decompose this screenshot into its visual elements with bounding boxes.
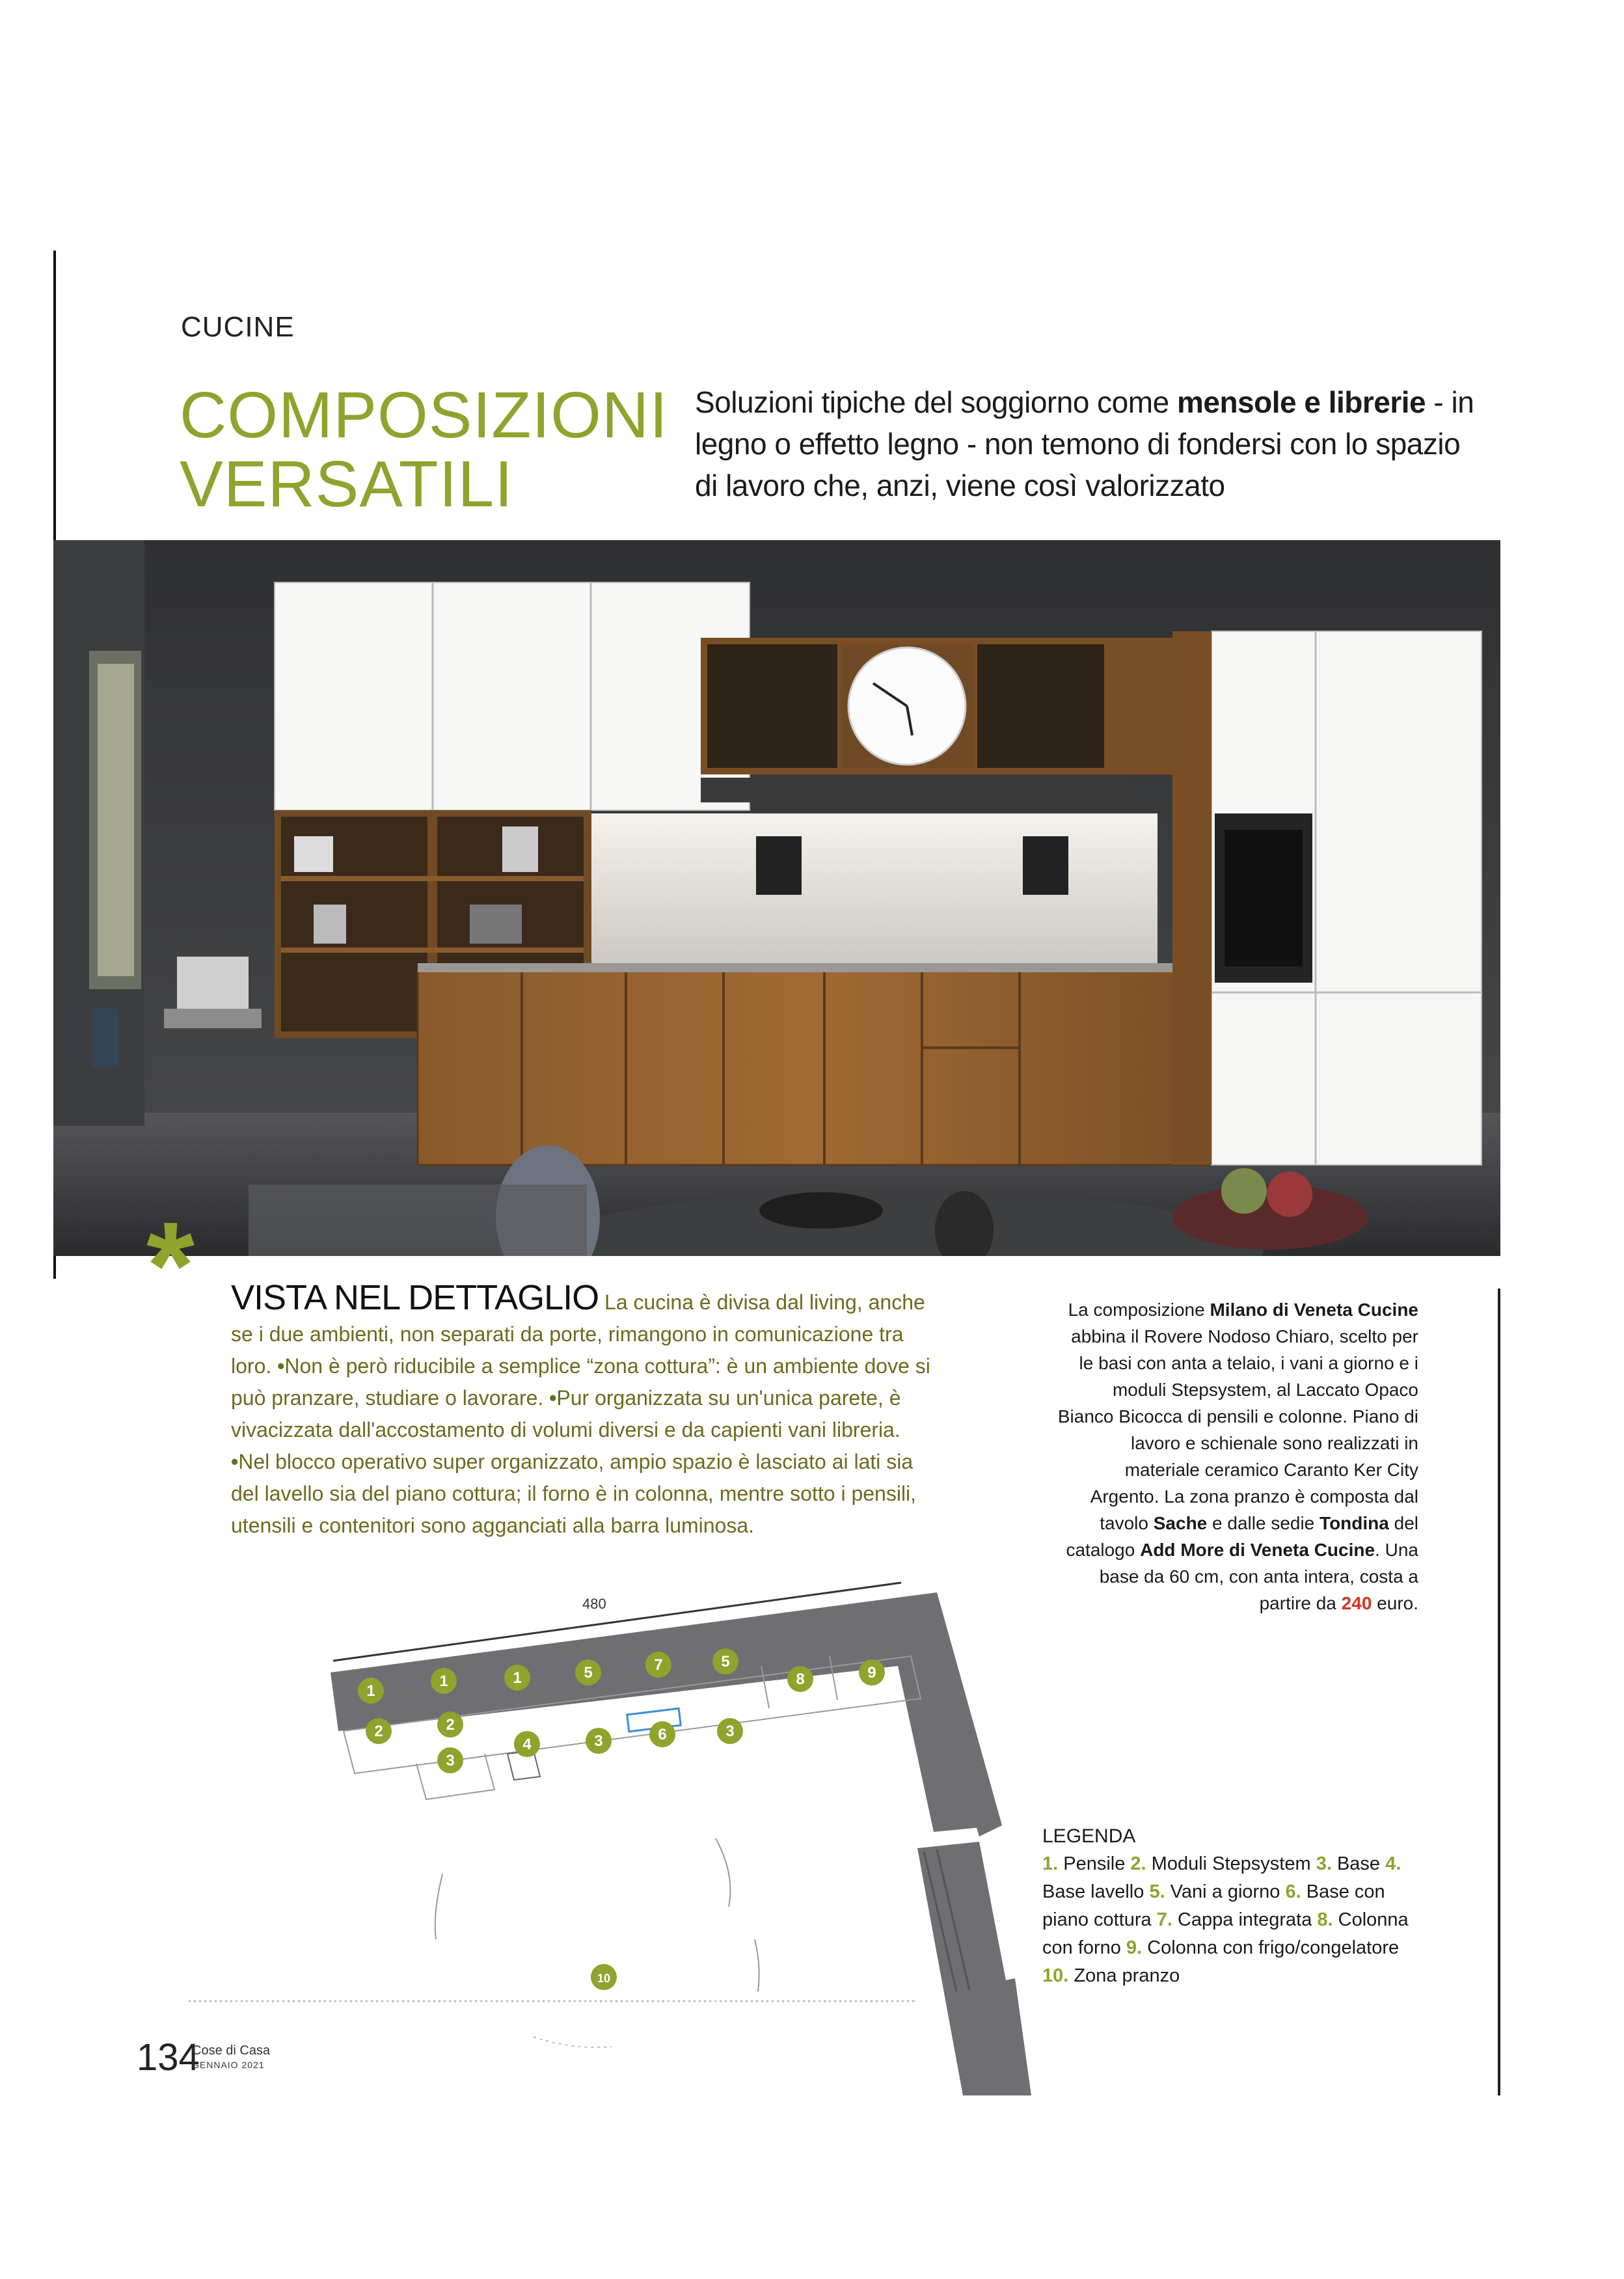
desc-chair-name: Tondina xyxy=(1320,1513,1389,1533)
title-line-2: VERSATILI xyxy=(180,448,513,521)
plan-marker-1 xyxy=(431,1668,457,1694)
plan-marker-1 xyxy=(358,1678,384,1704)
plan-marker-3 xyxy=(437,1747,463,1773)
marker-label: 3 xyxy=(725,1723,735,1740)
marker-label: 5 xyxy=(584,1664,593,1682)
chair-arc-2 xyxy=(716,1838,731,1907)
legend-number: 5. xyxy=(1149,1881,1165,1902)
desc-text-5: . Una base da 60 cm, con anta intera, costa a partire da xyxy=(1099,1540,1418,1613)
detail-sentence-1: La cucina è divisa dal living, anche se i due ambienti, non separati da porte, rimangono in comunicazione tra loro. xyxy=(231,1290,925,1378)
plan-marker-1 xyxy=(504,1665,530,1691)
legend-label: Base xyxy=(1331,1853,1386,1874)
legend-label: Moduli Stepsystem xyxy=(1146,1853,1316,1874)
subtitle-part-2: - in legno o effetto legno - non temono di fondersi con lo spazio di lavoro che, anzi, viene così valorizzato xyxy=(695,385,1474,502)
detail-heading: VISTA NEL DETTAGLIO xyxy=(231,1278,599,1317)
legend-label: Zona pranzo xyxy=(1068,1965,1180,1986)
legend-items xyxy=(1042,1853,1409,1986)
marker-label: 5 xyxy=(721,1653,730,1671)
legend-label: Vani a giorno xyxy=(1165,1881,1286,1902)
plan-marker-8 xyxy=(787,1666,813,1692)
legend-label: Pensile xyxy=(1058,1853,1131,1874)
legend-label: Base lavello xyxy=(1042,1881,1150,1902)
subtitle-bold: mensole e librerie xyxy=(1176,385,1426,419)
plan-marker-5 xyxy=(712,1648,738,1674)
chair-arc-1 xyxy=(435,1874,442,1939)
legend-number: 6. xyxy=(1285,1881,1301,1902)
marker-label: 7 xyxy=(654,1656,663,1674)
page-number: 134 xyxy=(137,2036,200,2079)
legend-number: 4. xyxy=(1385,1853,1401,1874)
desc-text-4: del catalogo xyxy=(1066,1513,1418,1560)
magazine-credit xyxy=(192,2043,270,2072)
legend xyxy=(1042,1822,1426,1990)
marker-label: 6 xyxy=(658,1726,667,1743)
marker-label: 10 xyxy=(597,1972,611,1985)
dimension-label: 480 xyxy=(582,1596,606,1612)
desc-text-3: e dalle sedie xyxy=(1207,1513,1320,1533)
wall-main xyxy=(331,1592,1002,1832)
detail-sentence-2: Non è però riducibile a semplice “zona cottura”: è un ambiente dove si può pranzare, studiare o lavorare. xyxy=(231,1354,930,1410)
bullet-2: • xyxy=(549,1386,557,1410)
plan-marker-3 xyxy=(586,1728,612,1754)
issue-date: GENNAIO 2021 xyxy=(192,2060,265,2070)
desc-table-name: Sache xyxy=(1153,1513,1208,1533)
legend-label: Base con piano cottura xyxy=(1042,1881,1385,1930)
plan-marker-2 xyxy=(437,1712,463,1738)
marker-label: 2 xyxy=(374,1723,383,1740)
chair-arc-3 xyxy=(755,1939,759,1991)
legend-title: LEGENDA xyxy=(1042,1825,1136,1847)
bullet-3: • xyxy=(231,1450,239,1473)
section-label: CUCINE xyxy=(181,311,295,343)
detail-sentence-3: Pur organizzata su un'unica parete, è vivacizzata dall'accostamento di volumi diversi e da capienti vani libreria. xyxy=(231,1386,901,1441)
detail-sentence-4: Nel blocco operativo super organizzato, ampio spazio è lasciato ai lati sia del lavello sia del piano cottura; il forno è in colonna, mentre sotto i pensili, utensili e contenitori sono agganciati alla barra luminosa. xyxy=(231,1450,917,1537)
marker-label: 2 xyxy=(446,1716,455,1734)
legend-number: 8. xyxy=(1317,1909,1333,1930)
plan-marker-2 xyxy=(366,1718,392,1744)
plan-marker-4 xyxy=(514,1731,540,1757)
plan-marker-3 xyxy=(717,1718,743,1744)
plan-marker-9 xyxy=(859,1659,885,1685)
wall-right-lower xyxy=(947,1978,1031,2095)
legend-number: 7. xyxy=(1156,1909,1172,1930)
legend-number: 1. xyxy=(1042,1853,1059,1874)
marker-label: 9 xyxy=(867,1664,876,1682)
price: 240 xyxy=(1341,1593,1372,1613)
marker-label: 4 xyxy=(522,1736,532,1753)
bullet-1: • xyxy=(277,1354,285,1378)
legend-label: Colonna con forno xyxy=(1042,1909,1409,1958)
title-line-1: COMPOSIZIONI xyxy=(180,379,668,452)
legend-label: Colonna con frigo/congelatore xyxy=(1142,1937,1400,1958)
desc-catalog: Add More di Veneta Cucine xyxy=(1140,1540,1375,1560)
marker-label: 1 xyxy=(513,1669,522,1687)
desc-text-6: euro. xyxy=(1372,1593,1418,1613)
marker-label: 8 xyxy=(796,1671,805,1688)
plan-marker-6 xyxy=(649,1721,675,1747)
plan-marker-10 xyxy=(591,1964,617,1990)
desc-brand: Milano di Veneta Cucine xyxy=(1210,1300,1418,1320)
magazine-name: Cose di Casa xyxy=(192,2043,271,2058)
plan-marker-5 xyxy=(575,1659,601,1685)
desc-text-2: abbina il Rovere Nodoso Chiaro, scelto per le basi con anta a telaio, i vani a giorno e i moduli Stepsystem, al Laccato Opaco Bianco Bicocca di pensili e colonne. Piano di lavoro e schienale sono realizzati in materiale ceramico Caranto Ker City Argento. La zona pranzo è composta dal tavolo xyxy=(1057,1326,1418,1533)
desc-text-1: La composizione xyxy=(1068,1300,1210,1320)
marker-label: 1 xyxy=(366,1682,375,1700)
accent-asterisk-icon: * xyxy=(146,1197,195,1335)
legend-number: 10. xyxy=(1042,1965,1069,1986)
legend-number: 9. xyxy=(1126,1937,1143,1958)
marker-label: 3 xyxy=(446,1752,455,1769)
legend-number: 2. xyxy=(1130,1853,1146,1874)
legend-label: Cappa integrata xyxy=(1172,1909,1318,1930)
subtitle-part-1: Soluzioni tipiche del soggiorno come xyxy=(695,385,1177,419)
table-arc xyxy=(534,2037,612,2047)
marker-label: 3 xyxy=(594,1732,603,1750)
marker-label: 1 xyxy=(439,1672,448,1690)
plan-marker-7 xyxy=(645,1652,671,1678)
legend-number: 3. xyxy=(1316,1853,1332,1874)
